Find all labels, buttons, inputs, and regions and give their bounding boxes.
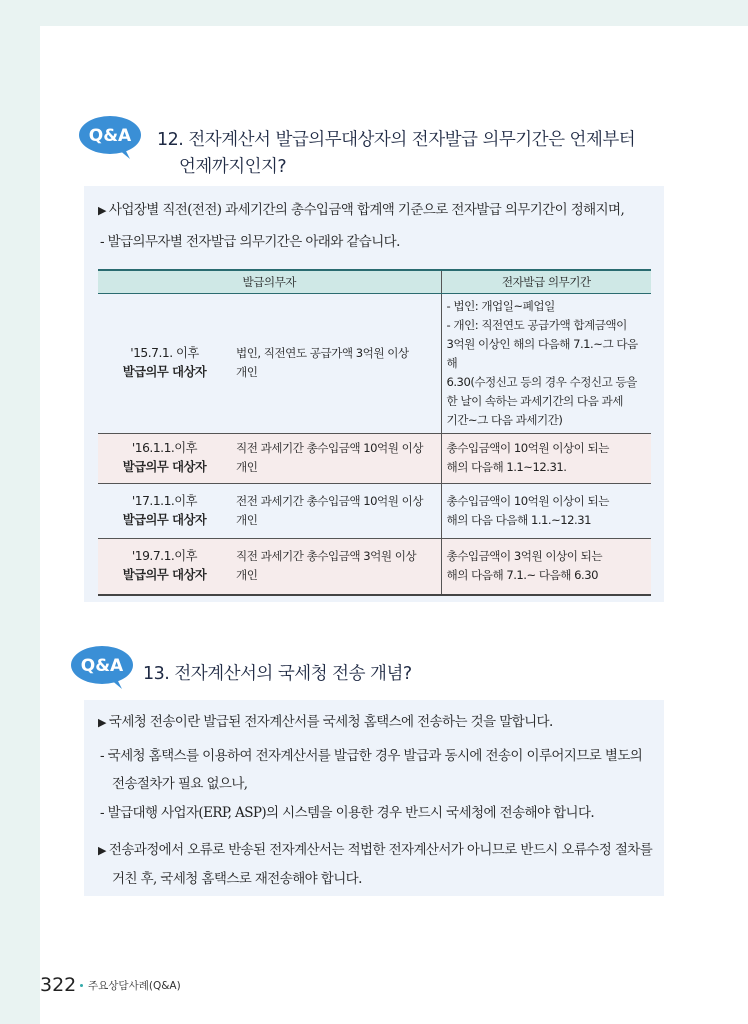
obligation-table: [98, 269, 651, 596]
q13-para2: - 국세청 홈택스를 이용하여 전자계산서를 발급한 경우 발급과 동시에 전송이 이루어지므로 별도의 전송절차가 필요 없으나,: [100, 748, 643, 792]
svg-text:Q&A: Q&A: [88, 126, 132, 146]
qa-badge-icon: [70, 645, 134, 691]
page-number: 322: [40, 974, 77, 996]
q12-title: 12. 전자계산서 발급의무대상자의 전자발급 의무기간은 언제부터 언제까지인지?: [157, 130, 636, 177]
footer-section-label: 주요상담사례(Q&A): [88, 980, 181, 992]
table-row: '15.7.1. 이후 발급의무 대상자 법인, 직전연도 공급가액 3억원 이상 개인 - 법인: 개업일~폐업일 - 개인: 직전연도 공급가액 합계금액이 3억원 이상인 해의 다음해 7.1.~그 다음해 6.30(수정신고 등의 경우 수정신고 등을 한 날이 속하는 과세기간의 다음 과세 기간~그 다음 과세기간): [98, 293, 651, 433]
table-row: '19.7.1.이후 발급의무 대상자 직전 과세기간 총수입금액 3억원 이상 개인 총수입금액이 3억원 이상이 되는 해의 다음해 7.1.~ 다음해 6.30: [98, 538, 651, 595]
footer-dot-icon: [80, 984, 83, 987]
table-row: '17.1.1.이후 발급의무 대상자 전전 과세기간 총수입금액 10억원 이상 개인 총수입금액이 10억원 이상이 되는 해의 다음 다음해 1.1.~12.31: [98, 483, 651, 538]
svg-text:Q&A: Q&A: [80, 656, 124, 676]
q13-title: 13. 전자계산서의 국세청 전송 개념?: [143, 664, 412, 684]
table-row: '16.1.1.이후 발급의무 대상자 직전 과세기간 총수입금액 10억원 이상 개인 총수입금액이 10억원 이상이 되는 해의 다음해 1.1~12.31.: [98, 433, 651, 483]
q13-para1: ▶ 국세청 전송이란 발급된 전자계산서를 국세청 홈택스에 전송하는 것을 말합니다.: [98, 714, 553, 730]
q12-para2: - 발급의무자별 전자발급 의무기간은 아래와 같습니다.: [100, 234, 400, 250]
bullet-triangle-icon: ▶: [98, 204, 106, 217]
table-header-period: 전자발급 의무기간: [441, 270, 651, 293]
q13-para4: ▶ 전송과정에서 오류로 반송된 전자계산서는 적법한 전자계산서가 아니므로 반드시 오류수정 절차를 거친 후, 국세청 홈택스로 재전송해야 합니다.: [98, 842, 653, 887]
table-header-issuer: 발급의무자: [98, 270, 441, 293]
bullet-triangle-icon: ▶: [98, 844, 106, 857]
q13-para3: - 발급대행 사업자(ERP, ASP)의 시스템을 이용한 경우 반드시 국세청에 전송해야 합니다.: [100, 805, 595, 821]
qa-badge-icon: [78, 115, 142, 161]
q12-para1: ▶ 사업장별 직전(전전) 과세기간의 총수입금액 합계액 기준으로 전자발급 의무기간이 정해지며,: [98, 202, 625, 218]
bullet-triangle-icon: ▶: [98, 716, 106, 729]
